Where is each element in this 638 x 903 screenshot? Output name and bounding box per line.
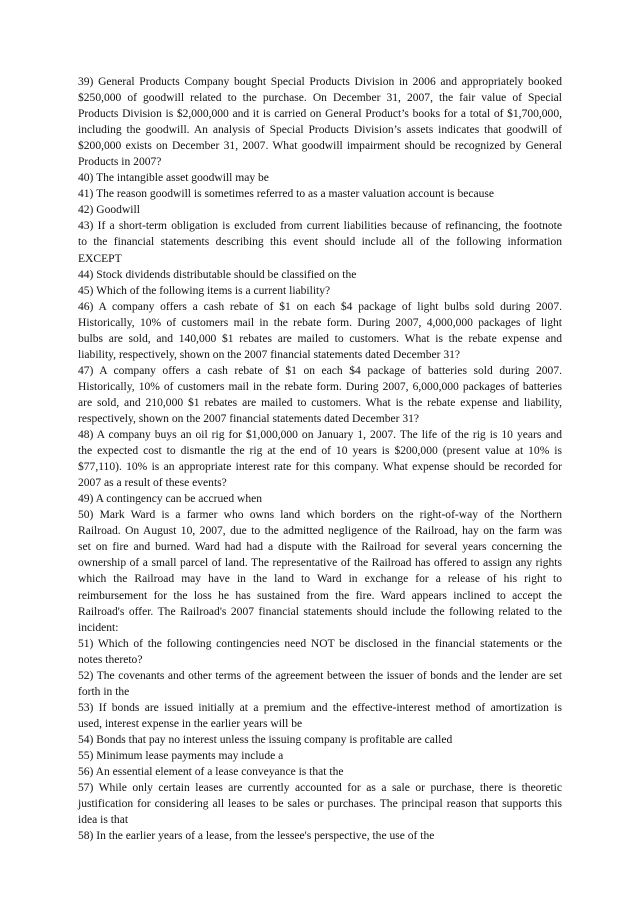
- text-line: $77,110). 10% is an appropriate interest rate for this company. What expense should be recorded for: [78, 461, 562, 474]
- text-line: 53) If bonds are issued initially at a premium and the effective-interest method of amortization is: [78, 701, 562, 714]
- text-line: Railroad's offer. The Railroad's 2007 financial statements should include the following related to the: [78, 605, 562, 618]
- text-line: Products in 2007?: [78, 156, 162, 169]
- text-line: 57) While only certain leases are currently accounted for as a sale or purchase, there is theoretic: [78, 782, 562, 795]
- text-line: ownership of a small parcel of land. The representative of the Railroad has offered to assign any rights: [78, 557, 562, 570]
- text-line: 51) Which of the following contingencies need NOT be disclosed in the financial statements or the: [78, 637, 562, 650]
- text-line: 47) A company offers a cash rebate of $1 on each $4 package of batteries sold during 2007.: [78, 364, 562, 377]
- text-line: 39) General Products Company bought Special Products Division in 2006 and appropriately booked: [78, 76, 562, 88]
- text-line: 52) The covenants and other terms of the agreement between the issuer of bonds and the lender are set: [78, 669, 562, 682]
- text-line: 40) The intangible asset goodwill may be: [78, 172, 269, 185]
- text-line: to the financial statements describing this event should include all of the following information: [78, 236, 562, 249]
- text-line: 2007 as a result of these events?: [78, 477, 227, 490]
- text-line: 44) Stock dividends distributable should be classified on the: [78, 268, 357, 281]
- text-line: 45) Which of the following items is a current liability?: [78, 284, 331, 297]
- text-line: liability, respectively, shown on the 2007 financial statements dated December 31?: [78, 348, 460, 361]
- text-line: Railroad. On August 10, 2007, due to the admitted negligence of the Railroad, hay on the farm was: [78, 525, 562, 538]
- text-line: reimbursement for the loss he has sustained from the fire. Ward appears inclined to accept the: [78, 589, 562, 602]
- text-line: EXCEPT: [78, 252, 122, 265]
- text-line: 56) An essential element of a lease conveyance is that the: [78, 766, 344, 779]
- text-line: 42) Goodwill: [78, 204, 140, 217]
- text-line: 46) A company offers a cash rebate of $1 on each $4 package of light bulbs sold during 2007.: [78, 300, 562, 313]
- text-line: $200,000 exists on December 31, 2007. What goodwill impairment should be recognized by General: [78, 140, 562, 153]
- text-line: notes thereto?: [78, 653, 143, 666]
- text-line: 48) A company buys an oil rig for $1,000,000 on January 1, 2007. The life of the rig is 10 years and: [78, 429, 562, 442]
- text-line: 50) Mark Ward is a farmer who owns land which borders on the right-of-way of the Northern: [78, 509, 562, 522]
- text-line: 49) A contingency can be accrued when: [78, 493, 263, 506]
- text-line: the expected cost to dismantle the rig at the end of 10 years is $200,000 (present value at 10% is: [78, 445, 562, 458]
- text-line: incident:: [78, 621, 119, 634]
- text-line: idea is that: [78, 814, 129, 827]
- text-line: 55) Minimum lease payments may include a: [78, 749, 284, 762]
- text-line: Historically, 10% of customers mail in the rebate form. During 2007, 4,000,000 packages of light: [78, 316, 562, 329]
- text-line: justification for considering all leases to be sales or purchases. The principal reason that supports this: [78, 798, 562, 811]
- text-line: set on fire and burned. Ward had had a dispute with the Railroad for several years concerning the: [78, 541, 562, 554]
- document-page: [78, 74, 562, 844]
- text-line: are sold, and 210,000 $1 rebates are mailed to customers. What is the rebate expense and liability,: [78, 396, 562, 409]
- text-line: forth in the: [78, 685, 130, 698]
- text-line: 41) The reason goodwill is sometimes referred to as a master valuation account is because: [78, 188, 494, 201]
- text-line: $250,000 of goodwill related to the purchase. On December 31, 2007, the fair value of Special: [78, 92, 562, 105]
- text-line: 54) Bonds that pay no interest unless the issuing company is profitable are called: [78, 733, 453, 746]
- text-line: 58) In the earlier years of a lease, from the lessee's perspective, the use of the: [78, 830, 435, 843]
- text-line: which the Railroad may have in the land to Ward in exchange for a release of his right to: [78, 573, 562, 586]
- text-line: bulbs are sold, and 140,000 $1 rebates are mailed to customers. What is the rebate expense and: [78, 332, 562, 345]
- text-line: respectively, shown on the 2007 financial statements dated December 31?: [78, 412, 420, 425]
- text-line: 43) If a short-term obligation is excluded from current liabilities because of refinancing, the footnote: [78, 220, 562, 233]
- text-line: Products Division is $2,000,000 and it is carried on General Product’s books for a total of $1,700,000,: [78, 108, 562, 121]
- text-line: Historically, 10% of customers mail in the rebate form. During 2007, 6,000,000 packages of batteries: [78, 380, 562, 393]
- text-line: including the goodwill. An analysis of Special Products Division’s assets indicates that goodwill of: [78, 124, 562, 137]
- text-line: used, interest expense in the earlier years will be: [78, 717, 303, 730]
